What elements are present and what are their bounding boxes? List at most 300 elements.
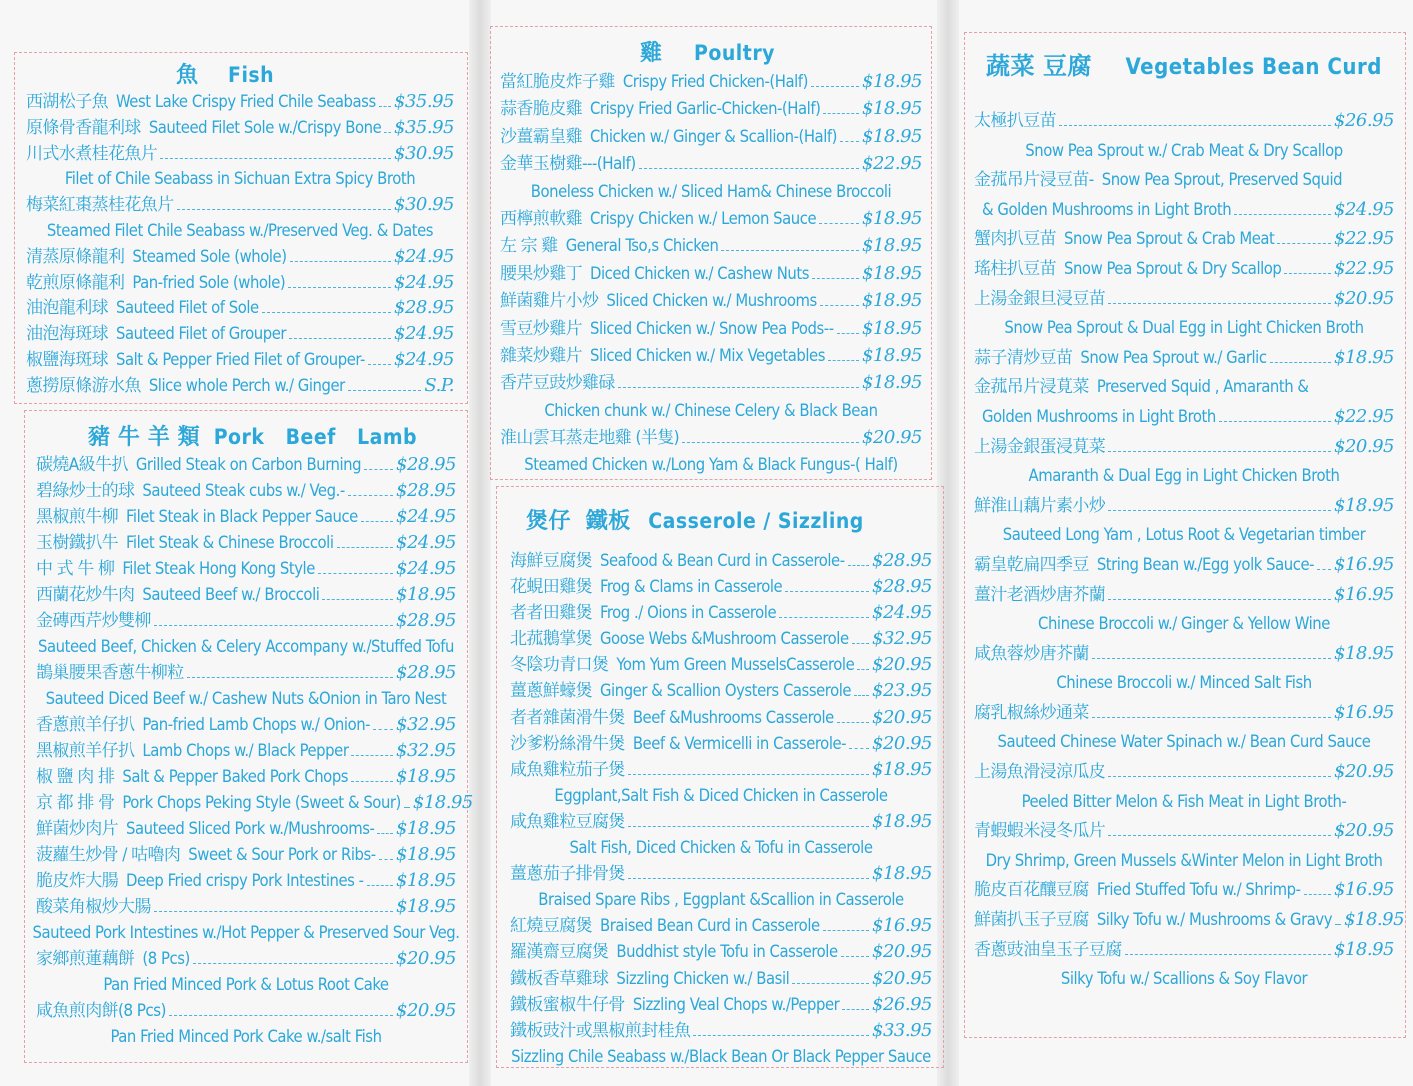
item-name-zh: 左 宗 雞 [500,236,558,257]
item-price: $18.95 [862,125,922,147]
item-name-zh: 金華玉樹雞---(Half) [500,154,636,175]
item-name-en: Crispy Chicken w./ Lemon Sauce [590,208,817,228]
item-name-zh: 油泡龍利球 [26,298,108,319]
menu-item [974,964,1394,994]
dotted-leader [1092,658,1331,659]
dotted-leader [289,338,391,339]
item-name-zh: 霸皇乾扁四季豆 [974,554,1089,575]
item-name-zh: 蟹肉扒豆苗 [974,229,1056,250]
dotted-leader [823,930,869,931]
menu-item [32,920,460,946]
item-name-en: Steamed Sole (whole) [132,246,287,266]
menu-item [510,835,932,861]
menu-item [974,609,1394,639]
item-price: $18.95 [396,766,456,787]
item-price: $24.95 [394,323,454,345]
item-price: $24.95 [396,558,456,579]
dotted-leader [848,565,869,566]
item-name-en: Snow Pea Sprout & Crab Meat [1064,229,1275,249]
dotted-leader [169,1015,393,1016]
item-name-en: Filet Steak Hong Kong Style [122,559,315,578]
menu-item [974,284,1394,314]
item-name-zh: 黑椒煎牛柳 [36,507,118,527]
item-price: $18.95 [872,863,932,885]
menu-item [510,678,932,704]
dotted-leader [837,333,859,334]
dotted-leader [792,983,869,984]
menu-item [36,452,456,478]
item-price: $18.95 [862,71,922,92]
item-price: $18.95 [1334,642,1394,664]
menu-item [974,698,1394,728]
dotted-leader [351,755,393,756]
item-name-en: Chicken w./ Ginger & Scallion-(Half) [590,126,837,146]
menu-item [510,574,932,600]
item-name-zh: 鮮菌雞片小炒 [500,291,599,312]
item-price: $20.95 [862,427,922,449]
menu-item [26,295,454,321]
menu-item [26,373,454,399]
item-price: $24.95 [396,532,456,553]
item-name-zh: 乾煎原條龍利 [26,272,125,293]
menu-item [36,738,456,764]
fish-items [26,89,454,399]
item-name-zh: 清蒸原條龍利 [26,246,125,267]
menu-item [500,369,922,396]
item-name-zh: 碳燒A級牛扒 [36,455,128,475]
item-price: $28.95 [872,576,932,598]
item-name-en: Braised Spare Ribs , Eggplant &Scallion in Casserole [538,890,904,910]
item-price: $18.95 [396,896,456,917]
item-price: $16.95 [1334,553,1394,575]
poultry-title-zh: 雞 [640,41,663,66]
dotted-leader [628,826,869,827]
item-name-en: Sauteed Beef w./ Broccoli [142,585,320,604]
item-name-zh: 雜菜炒雞片 [500,345,582,366]
menu-item [36,790,473,816]
item-name-en: Sliced Chicken w./ Mix Vegetables [590,345,825,365]
dotted-leader [1108,835,1331,836]
item-price: $18.95 [862,290,922,312]
menu-item [36,998,456,1024]
veg-title-zh: 蔬菜 豆腐 [986,52,1093,80]
item-name-en: Sliced Chicken w./ Mushrooms [606,291,817,311]
item-name-en: & Golden Mushrooms in Light Broth [982,199,1232,219]
item-price: $16.95 [1334,879,1394,901]
dotted-leader [160,158,391,159]
dotted-leader [1304,894,1331,895]
dotted-leader [337,547,393,548]
item-name-zh: 鐵板香草雞球 [510,968,609,989]
menu-item [974,935,1394,965]
menu-item [510,783,932,809]
item-name-zh: 咸魚雞粒茄子煲 [510,759,625,780]
item-name-zh: 海鮮豆腐煲 [510,551,592,571]
dotted-leader [639,168,859,169]
item-name-zh: 香蔥煎羊仔扒 [36,715,135,735]
menu-item [510,1044,932,1070]
menu-item [500,68,922,95]
menu-item [974,757,1394,787]
item-price: $18.95 [862,235,922,257]
item-price: $20.95 [1334,435,1394,457]
item-name-zh: 沙爹粉絲滑牛煲 [510,733,625,754]
item-name-zh: 薑蔥鮮蠔煲 [510,681,592,702]
item-price: $20.95 [1334,761,1394,783]
menu-item [36,712,456,738]
item-price: $20.95 [1334,287,1394,309]
item-name-zh: 西蘭花炒牛肉 [36,585,135,605]
menu-item [36,660,456,686]
menu-item [974,668,1394,698]
item-price: $22.95 [1334,257,1394,279]
item-name-zh: 青蝦蝦米浸冬瓜片 [974,821,1106,842]
item-name-en: Salt & Pepper Baked Pork Chops [122,767,349,786]
item-price: $24.95 [394,271,454,293]
item-price: $28.95 [396,454,456,475]
item-name-zh: 京 都 排 骨 [36,793,115,813]
menu-item [974,787,1394,817]
item-name-zh: 油泡海斑球 [26,324,108,345]
item-name-en: Sizzling Chile Seabass w./Black Bean Or Black Pepper Sauce [511,1046,931,1066]
item-name-zh: 梅菜紅棗蒸桂花魚片 [26,195,174,216]
item-price: $24.95 [872,602,932,624]
item-name-zh: 椒鹽海斑球 [26,349,108,370]
menu-item [36,894,456,920]
item-name-en: Diced Chicken w./ Cashew Nuts [590,263,809,283]
dotted-leader [177,209,391,210]
item-name-en: Sweet & Sour Pork or Ribs- [188,845,376,864]
item-price: $18.95 [1334,346,1394,368]
item-name-zh: 咸魚煎肉餅(8 Pcs) [36,1001,166,1021]
menu-item [974,905,1405,935]
item-name-en: Boneless Chicken w./ Sliced Ham& Chinese Broccoli [530,181,892,201]
dotted-leader [1270,362,1331,363]
item-name-en: Salt Fish, Diced Chicken & Tofu in Casserole [569,838,873,858]
item-price: $18.95 [862,344,922,366]
menu-item [36,582,456,608]
item-name-zh: 菠蘿生炒骨 / 咕嚕肉 [36,845,181,865]
item-price: $20.95 [396,1000,456,1021]
item-name-en: Sauteed Filet of Sole [116,298,259,318]
menu-item [36,478,456,504]
item-price: $20.95 [872,967,932,989]
item-price: $18.95 [396,870,456,891]
item-price: $35.95 [394,91,454,112]
menu-item [974,224,1394,254]
item-name-en: Sauteed Chinese Water Spinach w./ Bean Curd Sauce [997,732,1371,752]
fold-crease-left [469,0,491,1086]
menu-item [26,141,454,167]
menu-item [974,639,1394,669]
item-name-en: Braised Bean Curd in Casserole [600,916,820,936]
menu-item [36,816,456,842]
item-name-en: Snow Pea Sprout w./ Crab Meat & Dry Scallop [1025,140,1343,160]
item-name-zh: 鮮淮山藕片素小炒 [974,495,1106,516]
item-name-en: Seafood & Bean Curd in Casserole- [600,551,845,570]
item-name-en: Steamed Chicken w./Long Yam & Black Fungus-( Half) [524,455,898,475]
menu-item [36,842,456,868]
dotted-leader [379,106,391,107]
item-name-en: Pan-fried Lamb Chops w./ Onion- [142,715,371,734]
menu-item [510,809,932,835]
dotted-leader [1335,924,1341,925]
item-price: $18.95 [862,98,922,120]
item-price: $28.95 [396,662,456,683]
item-name-en: Chinese Broccoli w./ Minced Salt Fish [1056,673,1312,693]
veg-items [974,106,1405,994]
menu-item [36,504,456,530]
dotted-leader [618,387,859,388]
menu-item [36,1024,456,1050]
dotted-leader [364,469,393,470]
menu-item [974,580,1394,610]
dotted-leader [348,390,422,391]
item-name-en: West Lake Crispy Fried Chile Seabass [116,92,376,111]
menu-item [26,166,454,192]
dotted-leader [837,722,869,723]
item-name-zh: 玉樹鐵扒牛 [36,533,118,553]
menu-item [36,556,456,582]
dotted-leader [1317,569,1331,570]
item-price: $28.95 [394,297,454,319]
item-name-zh: 蒜子清炒豆苗 [974,347,1073,368]
menu-item [510,757,932,783]
menu-item [974,165,1394,195]
menu-item [500,178,922,205]
item-name-en: Crispy Fried Chicken-(Half) [622,72,808,91]
veg-title [986,46,1382,81]
item-name-en: Sauteed Diced Beef w./ Cashew Nuts &Onion in Taro Nest [45,689,447,708]
menu-item [974,106,1394,136]
item-name-en: General Tso,s Chicken [565,236,719,256]
item-name-en: Filet Steak & Chinese Broccoli [126,533,334,552]
casserole-items [510,548,932,1070]
item-name-zh: 紅燒豆腐煲 [510,916,592,937]
item-name-zh: 家鄉煎蓮藕餅 [36,949,135,969]
poultry-title-en: Poultry [694,41,775,65]
item-name-zh: 沙薑霸皇雞 [500,126,582,147]
item-name-zh: 中 式 牛 柳 [36,559,115,579]
menu-item [500,315,922,342]
item-price: $22.95 [1334,405,1394,427]
item-price: $33.95 [872,1019,932,1041]
menu-item [974,816,1394,846]
item-name-zh: 脆皮炸大腸 [36,871,118,891]
dotted-leader [693,1035,869,1036]
dotted-leader [1284,273,1331,274]
menu-item [974,402,1394,432]
menu-item [510,992,932,1018]
item-name-en: Silky Tofu w./ Mushrooms & Gravy [1096,910,1333,930]
dotted-leader [322,599,393,600]
menu-item [510,913,932,939]
item-price: $26.95 [1334,110,1394,131]
dotted-leader [377,833,393,834]
menu-item [510,652,932,678]
item-name-zh: 金菰吊片浸豆苗- [974,170,1094,191]
menu-item [36,946,456,972]
menu-item [510,887,932,913]
item-name-zh: 鮮菌炒肉片 [36,819,118,839]
menu-item [36,764,456,790]
item-name-zh: 蒜香脆皮雞 [500,99,582,120]
item-name-en: Pan Fried Minced Pork & Lotus Root Cake [103,975,389,994]
item-name-zh: 西檸煎軟雞 [500,208,582,229]
item-name-zh: 椒 鹽 肉 排 [36,767,115,787]
menu-item [26,347,454,373]
item-price: $24.95 [394,348,454,370]
item-price: $20.95 [872,941,932,963]
dotted-leader [1277,243,1331,244]
fish-title [176,58,274,89]
item-price: $20.95 [872,732,932,754]
item-price: $28.95 [396,480,456,501]
menu-item [974,520,1394,550]
item-name-en: Sauteed Filet Sole w./Crispy Bone [148,117,382,137]
item-name-zh: 雪豆炒雞片 [500,318,582,339]
item-name-zh: 原條骨香龍利球 [26,117,141,138]
item-name-en: Grilled Steak on Carbon Burning [135,455,362,474]
item-name-zh: 鐵板豉汁或黑椒煎封桂魚 [510,1020,691,1041]
dotted-leader [1108,776,1331,777]
dotted-leader [1125,954,1331,955]
dotted-leader [828,360,859,361]
dotted-leader [820,305,859,306]
dotted-leader [785,591,869,592]
casserole-section [510,486,932,1064]
menu-item [974,550,1394,580]
menu-item [500,424,922,451]
dotted-leader [819,223,859,224]
item-price: $32.95 [872,628,932,650]
fish-section [26,56,454,398]
item-price: $22.95 [862,153,922,175]
item-name-en: Sauteed Pork Intestines w./Hot Pepper & Preserved Sour Veg. [32,923,460,942]
item-name-zh: 北菰鵝掌煲 [510,629,592,650]
pork-title-en: Pork Beef Lamb [213,425,418,449]
menu-item [974,195,1394,225]
poultry-items [500,68,922,479]
item-price: $18.95 [396,584,456,605]
item-price: $23.95 [872,680,932,702]
item-name-en: Pork Chops Peking Style (Sweet & Sour) [122,793,401,812]
item-name-zh: 脆皮百花釀豆腐 [974,880,1089,901]
item-price: $24.95 [396,506,456,527]
item-price: $18.95 [396,818,456,839]
dotted-leader [682,442,859,443]
item-name-en: Snow Pea Sprout & Dual Egg in Light Chicken Broth [1004,318,1364,338]
item-price: $16.95 [1334,701,1394,723]
dotted-leader [1059,125,1331,126]
dotted-leader [841,956,869,957]
item-name-zh: 黑椒煎羊仔扒 [36,741,135,761]
dotted-leader [628,774,869,775]
item-name-en: Lamb Chops w./ Black Pepper [142,741,349,760]
menu-item [500,287,922,314]
item-name-en: Deep Fried crispy Pork Intestines - [126,871,364,890]
item-price: $28.95 [396,610,456,631]
dotted-leader [1108,451,1331,452]
menu-item [26,244,454,270]
menu-item [500,232,922,259]
menu-item [974,136,1394,166]
item-name-en: Snow Pea Sprout, Preserved Squid [1101,170,1343,190]
item-price: $18.95 [862,372,922,394]
item-name-zh: 金菰吊片浸莧菜 [974,377,1089,398]
menu-item [26,89,454,115]
item-price: $20.95 [872,654,932,676]
item-name-zh: 西湖松子魚 [26,92,108,112]
item-name-zh: 太極扒豆苗 [974,111,1056,131]
item-price: $20.95 [872,706,932,728]
dotted-leader [193,963,393,964]
item-name-zh: 鐵板蜜椒牛仔骨 [510,994,625,1015]
item-price: $18.95 [872,758,932,780]
menu-item [26,218,454,244]
dotted-leader [351,781,393,782]
item-name-en: Sizzling Chicken w./ Basil [616,968,790,988]
item-name-zh: 花蜆田雞煲 [510,577,592,598]
item-name-zh: 淮山雲耳蒸走地雞 (半隻) [500,428,679,449]
dotted-leader [812,278,859,279]
item-name-en: Pan-fried Sole (whole) [132,272,286,292]
item-name-zh: 酸菜角椒炒大腸 [36,897,151,917]
item-price: $16.95 [872,915,932,937]
item-price: $18.95 [862,207,922,229]
menu-item [500,95,922,122]
dotted-leader [857,669,869,670]
item-price: $18.95 [862,317,922,339]
dotted-leader [1108,303,1331,304]
menu-item [500,397,922,424]
item-name-zh: 香蔥豉油皇玉子豆腐 [974,939,1122,960]
item-name-zh: 碧綠炒士的球 [36,481,135,501]
item-name-en: Sauteed Steak cubs w./ Veg.- [142,481,345,500]
menu-item [26,270,454,296]
pork-title-zh: 豬 牛 羊 類 [88,425,201,450]
dotted-leader [154,625,393,626]
item-name-en: Amaranth & Dual Egg in Light Chicken Broth [1028,466,1340,486]
item-price: $18.95 [862,262,922,284]
pork-section [32,412,473,1057]
item-name-en: Sauteed Beef, Chicken & Celery Accompany w./Stuffed Tofu [38,637,454,656]
item-price: $30.95 [394,194,454,216]
dotted-leader [361,521,393,522]
item-name-en: Eggplant,Salt Fish & Diced Chicken in Casserole [554,785,888,805]
item-name-en: Filet Steak in Black Pepper Sauce [126,507,358,526]
dotted-leader [840,141,859,142]
casserole-title [526,504,864,535]
item-name-zh: 香芹豆豉炒雞碌 [500,373,615,394]
item-name-en: Sauteed Long Yam , Lotus Root & Vegetarian timber [1002,525,1366,545]
item-name-en: Snow Pea Sprout & Dry Scallop [1064,258,1282,278]
dotted-leader [823,113,859,114]
menu-item [510,600,932,626]
item-name-en: Sauteed Sliced Pork w./Mushrooms- [126,819,375,838]
menu-item [974,254,1394,284]
menu-item [500,342,922,369]
menu-item [26,321,454,347]
dotted-leader [811,86,859,87]
item-name-en: Beef &Mushrooms Casserole [632,707,834,727]
dotted-leader [368,364,391,365]
dotted-leader [318,573,393,574]
item-name-en: Fried Stuffed Tofu w./ Shrimp- [1096,880,1301,900]
item-name-zh: 瑤柱扒豆苗 [974,258,1056,279]
menu-item [974,343,1394,373]
item-name-en: Goose Webs &Mushroom Casserole [600,629,849,649]
